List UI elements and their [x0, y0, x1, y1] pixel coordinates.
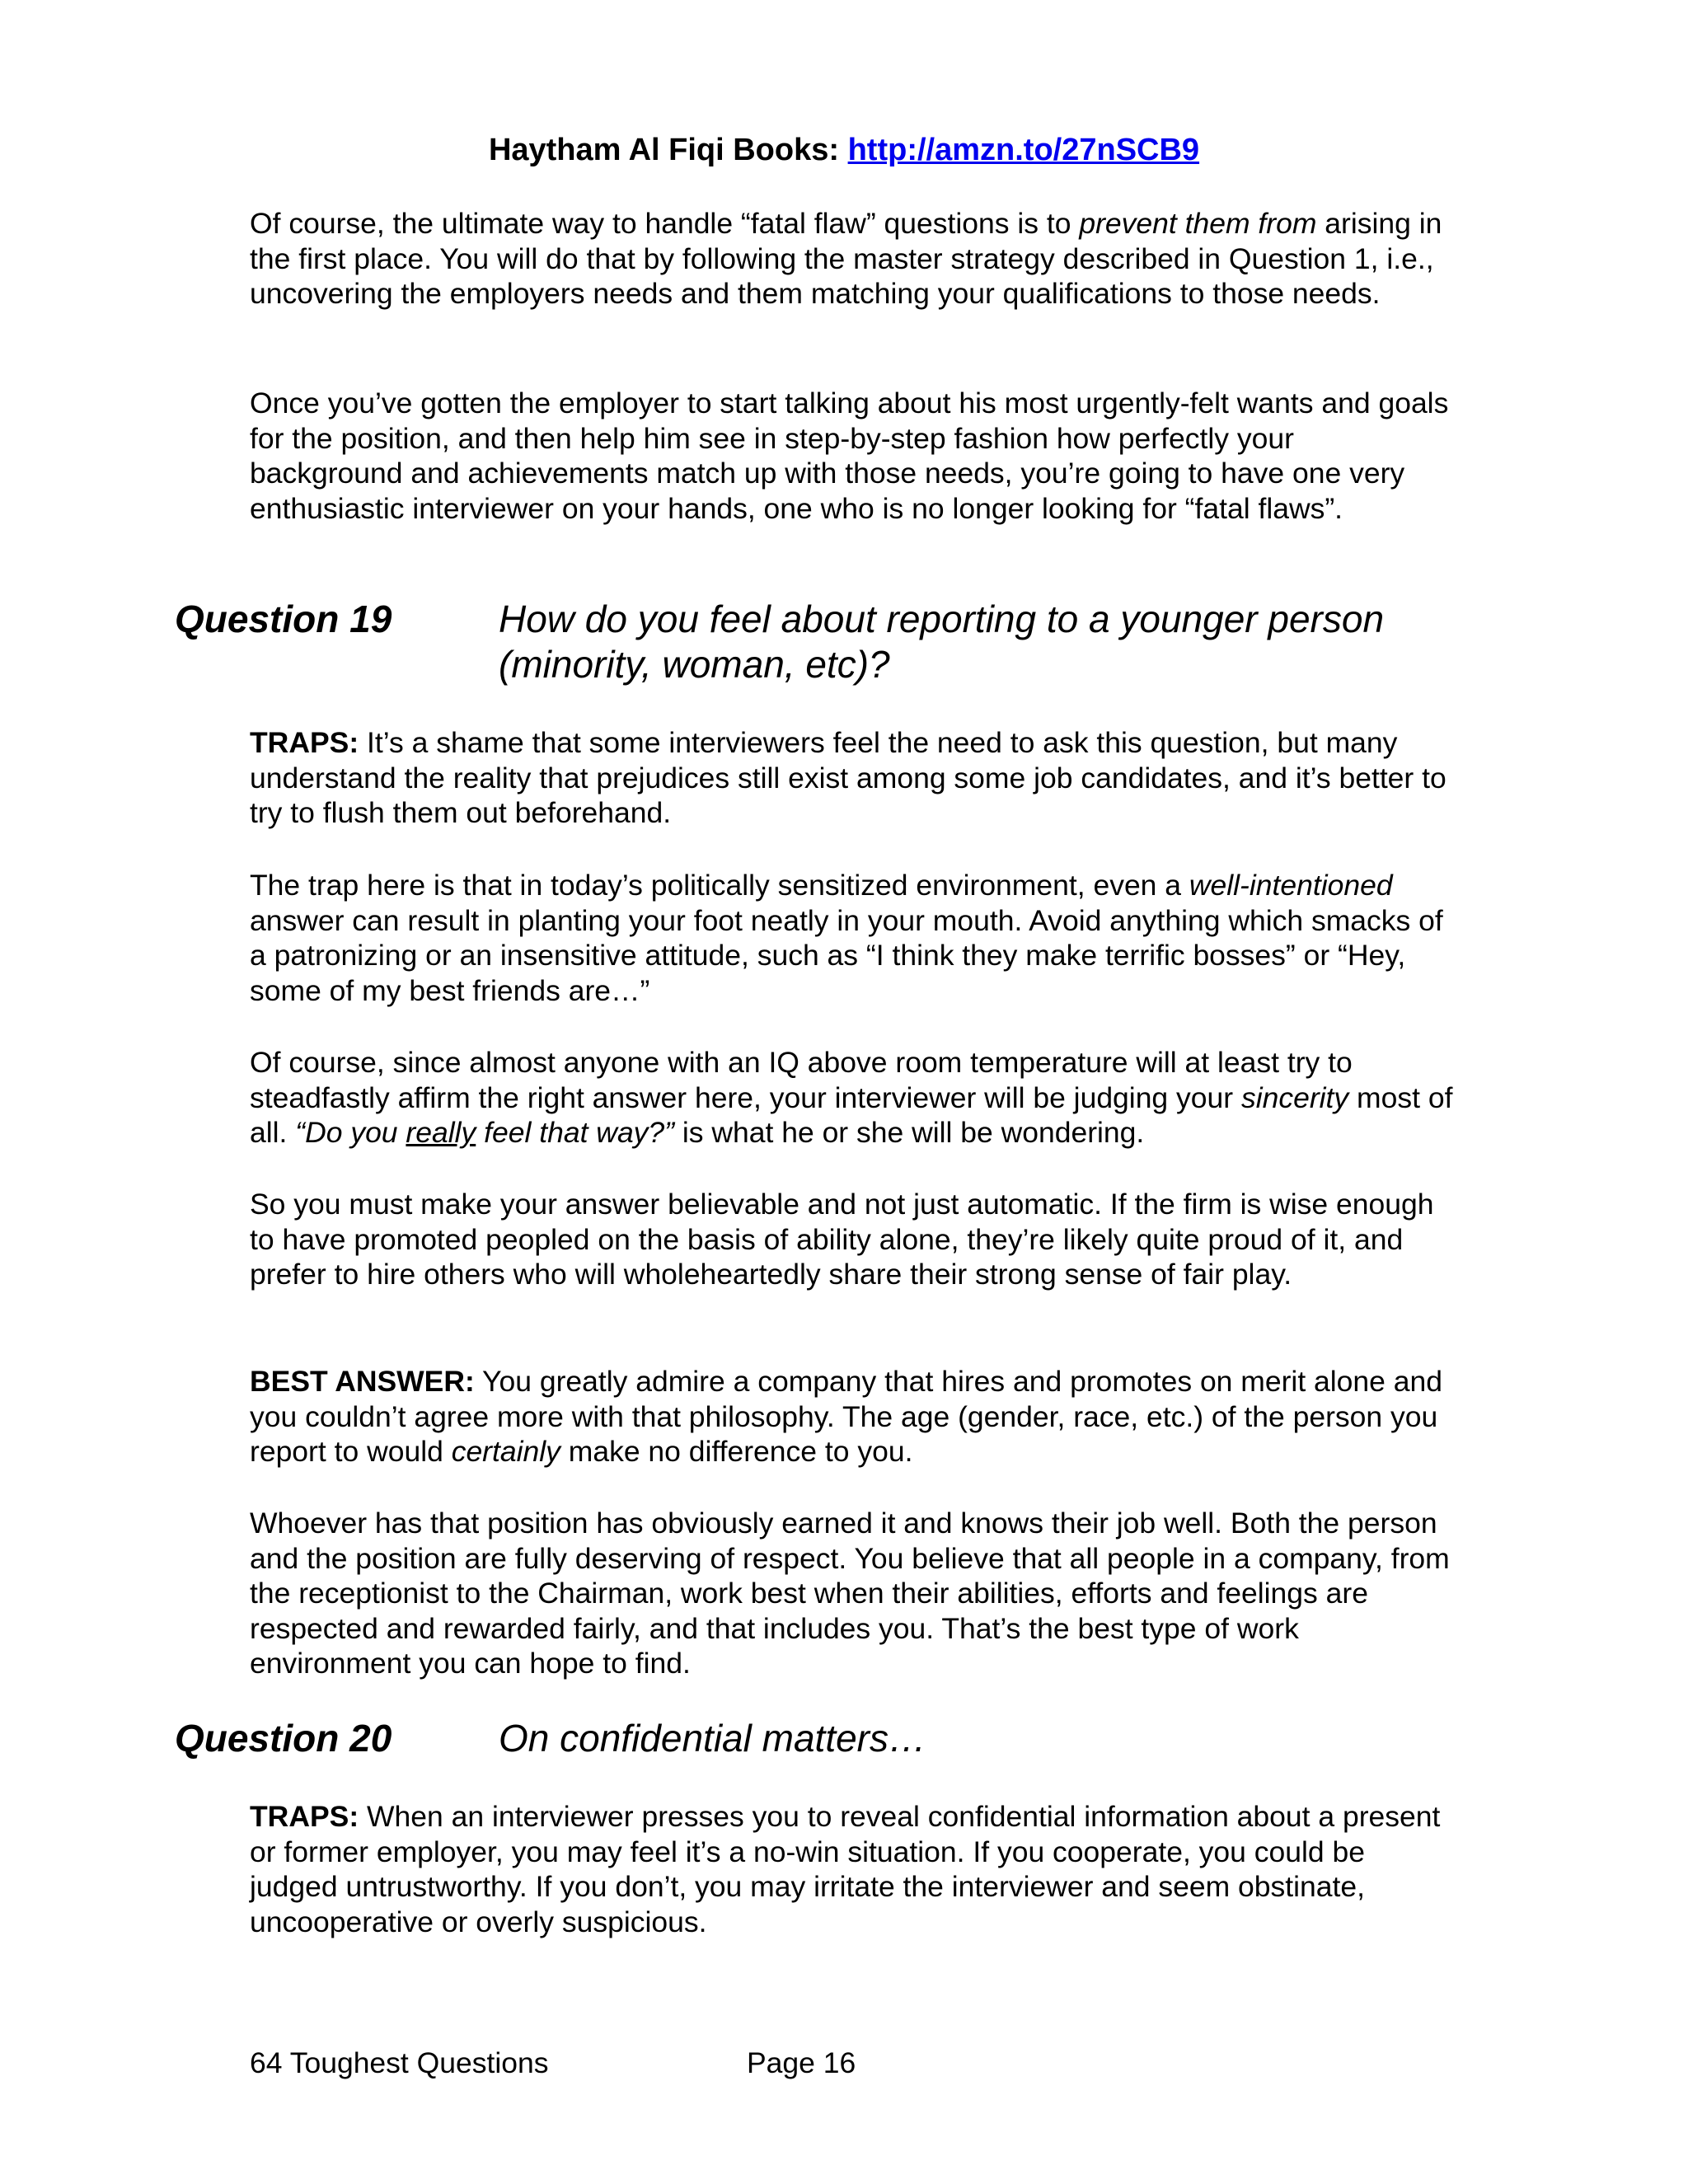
intro-paragraph-2: Once you’ve gotten the employer to start talking about his most urgently-felt wants and goals for the position, and then help him see in step-by-step fashion how perfectly your background and achievements match up with those needs, you’re going to have one very enthusiastic interviewer on your hands, one who is no longer looking for “fatal flaws”. — [250, 387, 1449, 525]
text-run: answer can result in planting your foot neatly in your mouth. Avoid anything which smacks of a patronizing or an insensitive attitude, such as “I think they make terrific bosses” or “Hey, some of my best friends are…” — [250, 903, 1443, 1007]
emphasis-text: prevent them from — [1079, 207, 1317, 240]
underlined-emphasis: really — [406, 1116, 476, 1149]
emphasis-text: sincerity — [1240, 1080, 1349, 1114]
intro-paragraph-1 — [250, 206, 1453, 312]
question-20-text: On confidential matters… — [499, 1717, 927, 1760]
q19-best-answer-paragraph — [250, 1364, 1453, 1469]
text-run: arising in the first place. You will do that by following the master strategy described in Question 1, i.e., uncovering the employers needs and them matching your qualifications to those needs. — [250, 207, 1442, 310]
text-run: It’s a shame that some interviewers feel the need to ask this question, but many understand the reality that prejudices still exist among some job candidates, and it’s better to try to flush them out beforehand. — [250, 726, 1447, 829]
text-run: Of course, since almost anyone with an IQ above room temperature will at least try to steadfastly affirm the right answer here, your interviewer will be judging your — [250, 1046, 1353, 1114]
emphasis-text: well-intentioned — [1189, 869, 1393, 902]
q19-paragraph-3 — [250, 1045, 1453, 1151]
question-19-text: How do you feel about reporting to a younger person (minority, woman, etc)? — [499, 598, 1385, 686]
traps-label: TRAPS: — [250, 1800, 359, 1833]
emphasis-text: feel that way?” — [476, 1116, 674, 1149]
text-run: When an interviewer presses you to reveal confidential information about a present or former employer, you may feel it’s a no-win situation. If you cooperate, you could be judged untrustworthy. If you don’t, you may irritate the interviewer and seem obstinate, uncooperative or overly suspicious. — [250, 1800, 1441, 1938]
amazon-link[interactable]: http://amzn.to/27nSCB9 — [847, 133, 1200, 167]
text-run: is what he or she will be wondering. — [674, 1116, 1145, 1149]
traps-label: TRAPS: — [250, 726, 359, 759]
q19-paragraph-4: So you must make your answer believable and not just automatic. If the firm is wise enough to have promoted peopled on the basis of ability alone, they’re likely quite proud of it, and prefer to hire others who will wholeheartedly share their strong sense of fair play. — [250, 1188, 1434, 1291]
text-run: Of course, the ultimate way to handle “fatal flaw” questions is to — [250, 207, 1080, 240]
page-header — [0, 130, 1688, 170]
question-19-label: Question 19 — [175, 598, 392, 640]
q19-paragraph-2 — [250, 868, 1453, 1008]
text-run: The trap here is that in today’s politically sensitized environment, even a — [250, 869, 1189, 902]
footer-page-number: Page 16 — [747, 2046, 856, 2079]
emphasis-text: certainly — [451, 1435, 560, 1468]
emphasis-text: “Do you — [295, 1116, 406, 1149]
best-answer-label: BEST ANSWER: — [250, 1365, 475, 1398]
text-run: make no difference to you. — [560, 1435, 913, 1468]
q20-traps-paragraph — [250, 1799, 1453, 1939]
q19-paragraph-6: Whoever has that position has obviously earned it and knows their job well. Both the person and the position are fully deserving of respect. You believe that all people in a company, from the receptionist to the Chairman, work best when their abilities, efforts and feelings are respected and rewarded fairly, and that includes you. That’s the best type of work environment you can hope to find. — [250, 1507, 1450, 1680]
header-label: Haytham Al Fiqi Books: — [488, 133, 848, 167]
text-run: most of all. — [250, 1080, 1453, 1149]
text-run: You greatly admire a company that hires and promotes on merit alone and you couldn’t agree more with that philosophy. The age (gender, race, etc.) of the person you report to would — [250, 1365, 1442, 1468]
footer-title: 64 Toughest Questions — [250, 2046, 549, 2079]
q19-traps-paragraph — [250, 725, 1453, 831]
question-20-label: Question 20 — [175, 1717, 392, 1760]
